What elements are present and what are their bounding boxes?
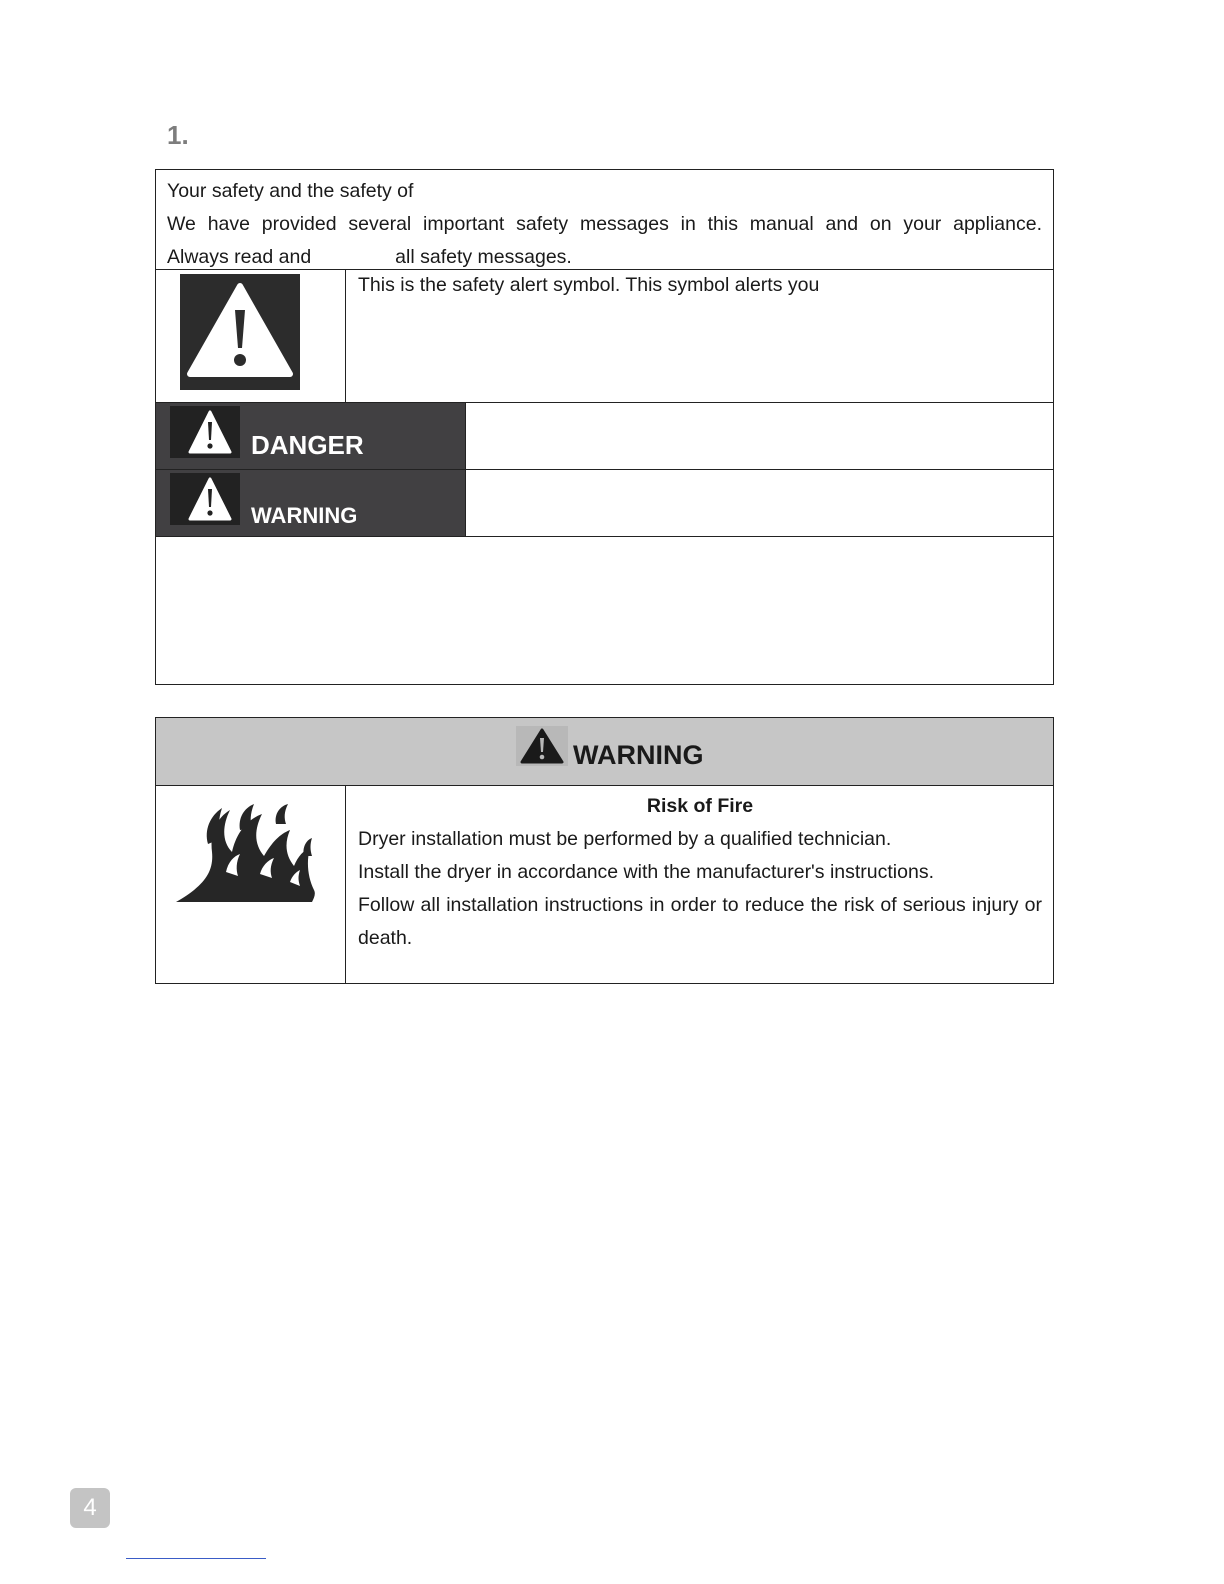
intro-line-2: We have provided several important safety messages in this manual and on your appliance.	[167, 213, 1042, 235]
safety-intro-table	[155, 169, 1054, 685]
fire-warning-line: Dryer installation must be performed by a qualified technician.	[358, 828, 892, 850]
page-number-badge: 4	[70, 1488, 110, 1528]
fire-warning-text	[358, 790, 1042, 955]
intro-line-3-b: all safety messages.	[395, 246, 572, 268]
fire-warning-header	[156, 718, 1053, 786]
fire-warning-table	[155, 717, 1054, 984]
warning-word: WARNING	[251, 503, 358, 528]
fire-warning-line: Install the dryer in accordance with the manufacturer's instructions.	[358, 861, 934, 883]
intro-line-1: Your safety and the safety of	[167, 180, 414, 202]
warning-label-cell	[156, 470, 466, 536]
danger-row	[156, 403, 1053, 470]
intro-line-3-a: Always read and	[167, 246, 312, 268]
footer-divider	[126, 1558, 266, 1559]
section-number: 1.	[167, 120, 189, 150]
warning-row	[156, 470, 1053, 537]
fire-icon-cell	[156, 786, 346, 983]
danger-label-cell	[156, 403, 466, 469]
fire-icon	[156, 786, 346, 984]
intro-cell	[156, 170, 1053, 270]
alert-symbol-row	[156, 270, 1053, 403]
alert-icon-cell	[156, 270, 346, 402]
warning-header-icon	[516, 726, 568, 766]
fire-warning-body	[156, 786, 1053, 983]
alert-symbol-text: This is the safety alert symbol. This symbol alerts you	[358, 274, 820, 296]
danger-alert-icon	[170, 406, 240, 458]
fire-warning-header-word: WARNING	[573, 740, 704, 770]
fire-warning-line: Follow all installation instructions in order to reduce the risk of serious injury or death.	[358, 894, 1042, 949]
fire-warning-title: Risk of Fire	[646, 795, 754, 817]
danger-word: DANGER	[251, 430, 364, 460]
safety-alert-icon	[180, 274, 300, 390]
warning-alert-icon	[170, 473, 240, 525]
